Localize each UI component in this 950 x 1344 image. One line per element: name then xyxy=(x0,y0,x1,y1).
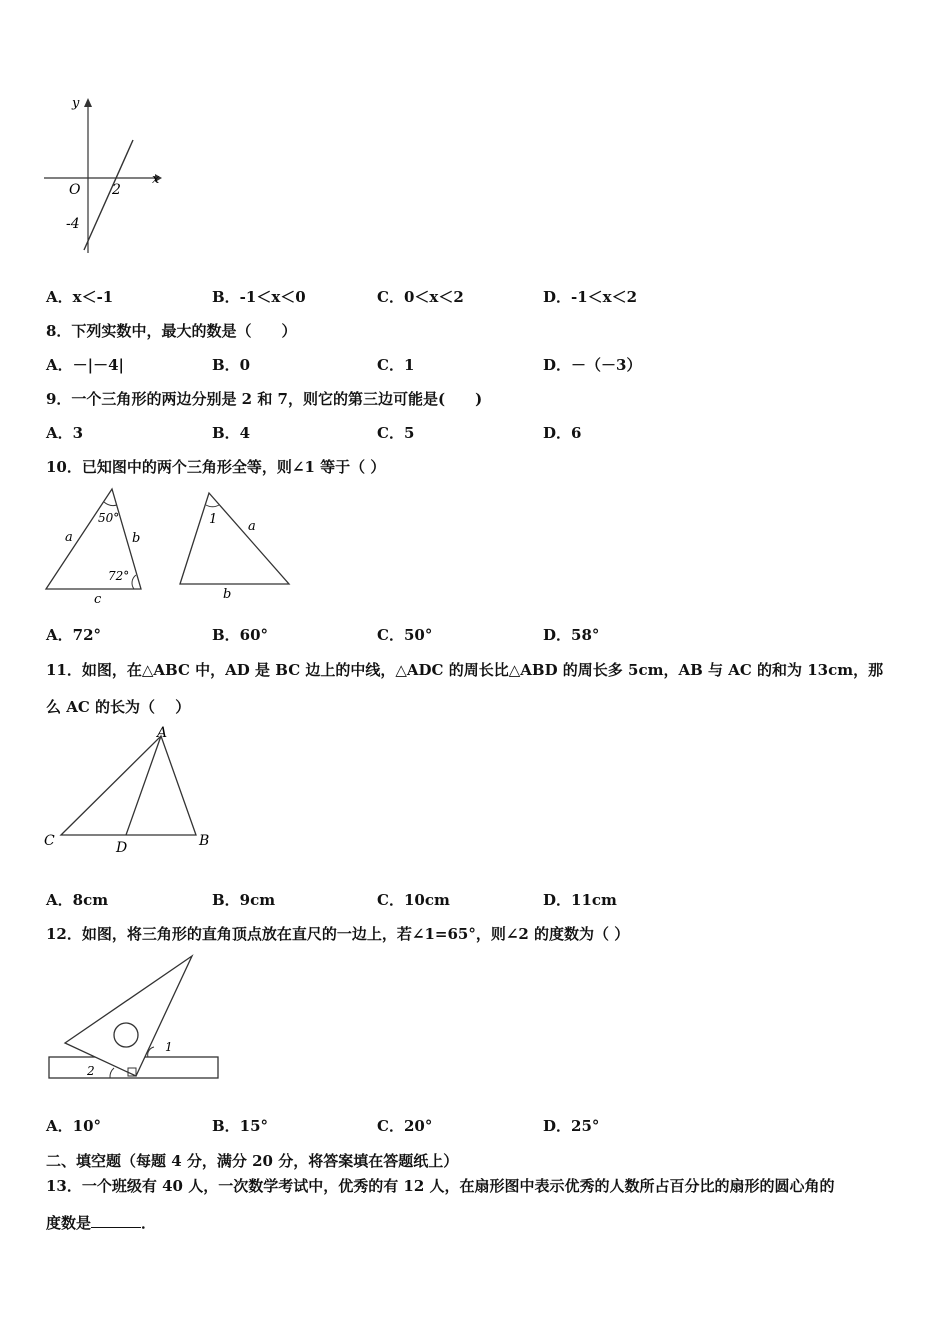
q11-stem-line2: 么 AC 的长为（ ） xyxy=(46,698,191,716)
q9-option-b[interactable]: B．4 xyxy=(212,424,251,442)
q8-option-a[interactable]: A．－|－4| xyxy=(46,356,124,374)
q7-option-b[interactable]: B．-1＜x＜0 xyxy=(212,288,306,306)
q10-option-c[interactable]: C．50° xyxy=(377,626,433,644)
q10-triangles-figure xyxy=(40,485,300,610)
vertex-a-label: A xyxy=(157,725,168,741)
angle-50-label: 50° xyxy=(98,511,120,525)
q9-options xyxy=(46,422,906,444)
point-d-label: D xyxy=(116,840,128,856)
q9-option-a[interactable]: A．3 xyxy=(46,424,84,442)
q12-option-d[interactable]: D．25° xyxy=(543,1117,600,1135)
q13-stem-end: ． xyxy=(141,1214,157,1232)
q12-option-a[interactable]: A．10° xyxy=(46,1117,102,1135)
angle-72-arc xyxy=(132,575,136,589)
q10-stem: 10．已知图中的两个三角形全等，则∠1 等于（ ） xyxy=(46,458,386,476)
q12-setsquare-figure xyxy=(44,952,224,1084)
q10-option-d[interactable]: D．58° xyxy=(543,626,600,644)
q11-option-d[interactable]: D．11cm xyxy=(543,891,617,909)
q11-option-b[interactable]: B．9cm xyxy=(212,891,276,909)
q8-stem: 8．下列实数中，最大的数是（ ） xyxy=(46,322,297,340)
angle-2-label: 2 xyxy=(87,1064,95,1078)
x-intercept-label: 2 xyxy=(112,182,121,198)
median-ad xyxy=(126,736,161,835)
section-2-heading: 二、填空题（每题 4 分，满分 20 分，将答案填在答题纸上） xyxy=(46,1152,459,1170)
q7-option-a[interactable]: A．x＜-1 xyxy=(46,288,114,306)
triangle-right xyxy=(180,493,289,584)
q11-triangle-figure xyxy=(40,720,220,860)
vertex-c-label: C xyxy=(44,833,55,849)
q13-stem-line1: 13．一个班级有 40 人，一次数学考试中，优秀的有 12 人，在扇形图中表示优秀的人数所占百分比的扇形的圆心角的 xyxy=(46,1177,835,1195)
function-line xyxy=(84,140,133,250)
side-b-right: b xyxy=(223,587,232,602)
q13-answer-blank[interactable] xyxy=(91,1213,141,1228)
angle-1-label: 1 xyxy=(209,512,218,527)
q13-stem-text: 度数是 xyxy=(46,1214,92,1232)
q8-options xyxy=(46,354,906,376)
q9-stem: 9．一个三角形的两边分别是 2 和 7，则它的第三边可能是( ) xyxy=(46,390,483,408)
triangle-abc xyxy=(61,736,196,835)
q12-stem: 12．如图，将三角形的直角顶点放在直尺的一边上，若∠1=65°，则∠2 的度数为（ ） xyxy=(46,925,630,943)
vertex-b-label: B xyxy=(199,833,210,849)
angle-1-label: 1 xyxy=(165,1040,173,1054)
q12-option-b[interactable]: B．15° xyxy=(212,1117,269,1135)
q10-option-a[interactable]: A．72° xyxy=(46,626,102,644)
side-a-right: a xyxy=(248,519,256,534)
q11-option-a[interactable]: A．8cm xyxy=(46,891,109,909)
side-c-left: c xyxy=(94,592,102,607)
q9-option-c[interactable]: C．5 xyxy=(377,424,415,442)
q7-options xyxy=(46,286,906,308)
q10-option-b[interactable]: B．60° xyxy=(212,626,269,644)
q9-option-d[interactable]: D．6 xyxy=(543,424,582,442)
q11-option-c[interactable]: C．10cm xyxy=(377,891,450,909)
y-axis-arrow xyxy=(84,98,92,107)
q8-option-d[interactable]: D．－（－3） xyxy=(543,356,642,374)
q7-graph-figure xyxy=(40,95,170,255)
q8-option-b[interactable]: B．0 xyxy=(212,356,251,374)
q8-option-c[interactable]: C．1 xyxy=(377,356,415,374)
angle-50-arc xyxy=(104,502,117,506)
q13-stem-line2 xyxy=(46,1212,156,1233)
origin-label: O xyxy=(69,182,81,198)
q12-option-c[interactable]: C．20° xyxy=(377,1117,433,1135)
side-b-left: b xyxy=(132,531,141,546)
y-intercept-label: -4 xyxy=(66,216,80,232)
angle-72-label: 72° xyxy=(108,569,130,583)
side-a-left: a xyxy=(65,530,73,545)
angle-1-arc xyxy=(206,505,219,507)
q7-option-d[interactable]: D．-1＜x＜2 xyxy=(543,288,638,306)
y-axis-label: y xyxy=(72,96,80,111)
q7-option-c[interactable]: C．0＜x＜2 xyxy=(377,288,464,306)
q11-stem-line1: 11．如图，在△ABC 中，AD 是 BC 边上的中线，△ADC 的周长比△ABD 的周长多 5cm，AB 与 AC 的和为 13cm，那 xyxy=(46,661,884,679)
x-axis-label: x xyxy=(152,172,160,187)
q11-options xyxy=(46,889,906,911)
q12-options xyxy=(46,1115,906,1137)
q10-options xyxy=(46,624,906,646)
